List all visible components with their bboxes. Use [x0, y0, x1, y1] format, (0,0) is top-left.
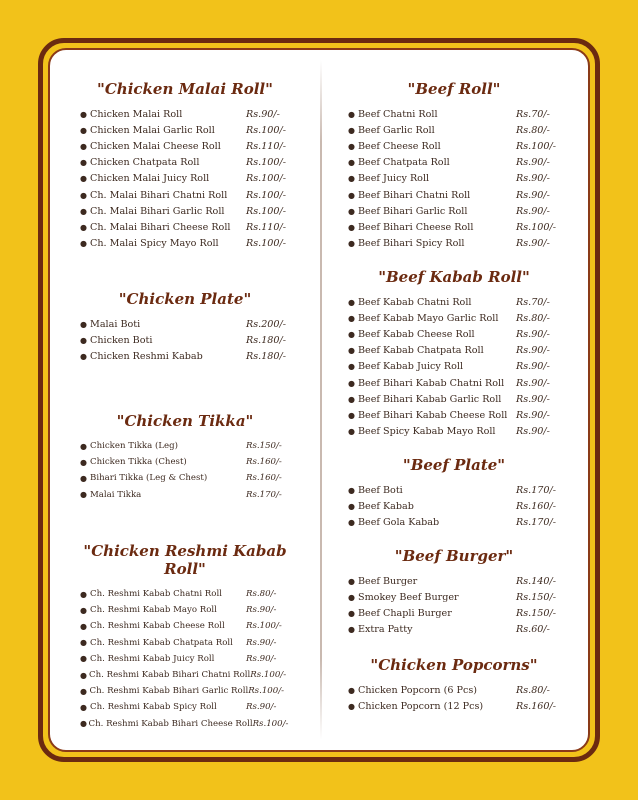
section-title: "Beef Kabab Roll": [378, 268, 530, 286]
item-name: Beef Gola Kabab: [358, 516, 440, 528]
menu-item: [80, 454, 290, 470]
item-price: Rs.150/-: [516, 607, 556, 619]
bullet-icon: ●: [80, 190, 87, 200]
bullet-icon: ●: [348, 141, 355, 151]
bullet-icon: ●: [80, 654, 87, 664]
menu-item: [348, 359, 560, 375]
menu-item: [348, 498, 560, 514]
menu-item: [348, 682, 560, 698]
item-price: Rs.90/-: [246, 653, 277, 664]
section-title: "Chicken Tikka": [116, 412, 254, 430]
bullet-icon: ●: [348, 190, 355, 200]
menu-item: [348, 391, 560, 407]
bullet-icon: ●: [80, 158, 87, 168]
menu-section: [348, 80, 560, 252]
menu-section: [80, 542, 290, 732]
item-name: Beef Bihari Garlic Roll: [358, 205, 468, 217]
item-price: Rs.70/-: [516, 296, 550, 308]
bullet-icon: ●: [348, 206, 355, 216]
bullet-icon: ●: [80, 141, 87, 151]
section-title: "Chicken Popcorns": [370, 656, 538, 674]
menu-item: [80, 171, 290, 187]
item-name: Beef Bihari Kabab Cheese Roll: [358, 409, 508, 421]
bullet-icon: ●: [348, 427, 355, 437]
item-name: Beef Spicy Kabab Mayo Roll: [358, 426, 496, 438]
menu-section: [80, 80, 290, 252]
bullet-icon: ●: [348, 625, 355, 635]
item-price: Rs.90/-: [516, 426, 550, 438]
item-price: Rs.80/-: [516, 684, 550, 696]
menu-item: [80, 602, 290, 618]
menu-item: [348, 698, 560, 714]
item-price: Rs.100/-: [246, 173, 286, 185]
menu-item: [348, 138, 560, 154]
menu-item: [80, 618, 290, 634]
menu-item: [80, 219, 290, 235]
menu-item: [80, 187, 290, 203]
item-price: Rs.90/-: [516, 173, 550, 185]
item-price: Rs.100/-: [246, 238, 286, 250]
menu-section: [348, 656, 560, 714]
item-name: Ch. Malai Bihari Cheese Roll: [90, 221, 231, 233]
menu-item: [80, 122, 290, 138]
menu-section: [348, 456, 560, 531]
bullet-icon: ●: [348, 346, 355, 356]
item-name: Ch. Malai Spicy Mayo Roll: [90, 238, 219, 250]
menu-item: [348, 573, 560, 589]
item-price: Rs.90/-: [246, 702, 277, 713]
item-name: Ch. Reshmi Kabab Chatpata Roll: [90, 637, 233, 648]
bullet-icon: ●: [348, 592, 355, 602]
menu-item: [348, 343, 560, 359]
bullet-icon: ●: [348, 485, 355, 495]
item-name: Beef Chapli Burger: [358, 607, 452, 619]
section-title: "Chicken Reshmi Kabab Roll": [83, 542, 287, 578]
menu-item: [348, 424, 560, 440]
bullet-icon: ●: [80, 222, 87, 232]
item-price: Rs.150/-: [516, 591, 556, 603]
item-price: Rs.160/-: [246, 473, 282, 484]
item-name: Beef Bihari Kabab Garlic Roll: [358, 393, 502, 405]
item-name: Chicken Chatpata Roll: [90, 157, 200, 169]
item-price: Rs.70/-: [516, 108, 550, 120]
menu-item: [80, 699, 290, 715]
item-name: Malai Tikka: [90, 489, 142, 500]
item-price: Rs.100/-: [252, 718, 289, 729]
menu-item: [80, 332, 290, 348]
item-name: Chicken Malai Cheese Roll: [90, 140, 221, 152]
bullet-icon: ●: [80, 605, 87, 615]
menu-item: [80, 106, 290, 122]
menu-item: [348, 203, 560, 219]
item-name: Beef Kabab Cheese Roll: [358, 328, 475, 340]
item-name: Beef Bihari Spicy Roll: [358, 238, 465, 250]
item-name: Chicken Tikka (Chest): [90, 457, 187, 468]
menu-item: [348, 589, 560, 605]
bullet-icon: ●: [80, 457, 87, 467]
item-price: Rs.170/-: [516, 516, 556, 528]
menu-item: [80, 716, 290, 732]
item-price: Rs.100/-: [516, 221, 556, 233]
item-name: Beef Garlic Roll: [358, 124, 435, 136]
section-title: "Chicken Malai Roll": [97, 80, 273, 98]
menu-item: [348, 106, 560, 122]
bullet-icon: ●: [348, 329, 355, 339]
item-name: Beef Bihari Kabab Chatni Roll: [358, 377, 505, 389]
menu-item: [348, 622, 560, 638]
section-title: "Beef Burger": [394, 547, 514, 565]
menu-item: [348, 407, 560, 423]
item-name: Ch. Malai Bihari Chatni Roll: [90, 189, 228, 201]
item-price: Rs.160/-: [516, 700, 556, 712]
menu-item: [348, 236, 560, 252]
menu-section: [348, 547, 560, 638]
item-price: Rs.100/-: [516, 140, 556, 152]
item-price: Rs.90/-: [516, 409, 550, 421]
item-name: Chicken Malai Juicy Roll: [90, 173, 210, 185]
menu-item: [80, 586, 290, 602]
bullet-icon: ●: [80, 702, 87, 712]
bullet-icon: ●: [348, 125, 355, 135]
item-name: Ch. Malai Bihari Garlic Roll: [90, 205, 225, 217]
menu-item: [80, 236, 290, 252]
menu-item: [80, 316, 290, 332]
menu-section: [80, 290, 290, 365]
item-price: Rs.80/-: [516, 124, 550, 136]
bullet-icon: ●: [80, 686, 87, 696]
item-price: Rs.110/-: [246, 140, 286, 152]
item-name: Extra Patty: [358, 624, 413, 636]
item-price: Rs.90/-: [516, 345, 550, 357]
item-price: Rs.170/-: [246, 489, 282, 500]
item-name: Chicken Boti: [90, 334, 153, 346]
bullet-icon: ●: [348, 362, 355, 372]
menu-item: [348, 122, 560, 138]
bullet-icon: ●: [80, 351, 87, 361]
menu-item: [80, 203, 290, 219]
item-name: Bihari Tikka (Leg & Chest): [90, 473, 208, 484]
item-name: Beef Kabab Juicy Roll: [358, 361, 464, 373]
item-price: Rs.60/-: [516, 624, 550, 636]
item-price: Rs.170/-: [516, 484, 556, 496]
bullet-icon: ●: [80, 125, 87, 135]
item-price: Rs.100/-: [248, 686, 285, 697]
item-name: Ch. Reshmi Kabab Chatni Roll: [90, 589, 222, 600]
item-name: Beef Bihari Cheese Roll: [358, 221, 474, 233]
item-name: Beef Burger: [358, 575, 418, 587]
bullet-icon: ●: [80, 319, 87, 329]
menu-item: [80, 470, 290, 486]
menu-section: [80, 412, 290, 503]
bullet-icon: ●: [80, 621, 87, 631]
bullet-icon: ●: [348, 239, 355, 249]
bullet-icon: ●: [348, 158, 355, 168]
menu-item: [348, 310, 560, 326]
item-name: Ch. Reshmi Kabab Bihari Garlic Roll: [89, 686, 249, 697]
bullet-icon: ●: [80, 174, 87, 184]
item-price: Rs.150/-: [246, 441, 282, 452]
menu-item: [348, 326, 560, 342]
item-name: Beef Chatpata Roll: [358, 157, 450, 169]
menu-section: [348, 268, 560, 440]
menu-item: [348, 482, 560, 498]
bullet-icon: ●: [80, 719, 87, 729]
bullet-icon: ●: [348, 608, 355, 618]
item-price: Rs.80/-: [246, 589, 277, 600]
menu-item: [348, 155, 560, 171]
menu-item: [80, 155, 290, 171]
item-name: Beef Cheese Roll: [358, 140, 441, 152]
bullet-icon: ●: [348, 576, 355, 586]
menu-item: [80, 683, 290, 699]
bullet-icon: ●: [80, 473, 87, 483]
item-name: Chicken Malai Roll: [90, 108, 183, 120]
item-price: Rs.100/-: [246, 124, 286, 136]
item-price: Rs.180/-: [246, 334, 286, 346]
item-price: Rs.100/-: [246, 621, 282, 632]
item-price: Rs.90/-: [246, 637, 277, 648]
item-price: Rs.90/-: [246, 108, 280, 120]
item-name: Ch. Reshmi Kabab Bihari Chatni Roll: [89, 670, 251, 681]
bullet-icon: ●: [80, 109, 87, 119]
item-name: Chicken Popcorn (12 Pcs): [358, 700, 484, 712]
item-name: Smokey Beef Burger: [358, 591, 459, 603]
item-name: Beef Chatni Roll: [358, 108, 438, 120]
item-price: Rs.100/-: [250, 670, 287, 681]
item-price: Rs.90/-: [516, 328, 550, 340]
item-price: Rs.180/-: [246, 350, 286, 362]
bullet-icon: ●: [348, 222, 355, 232]
menu-item: [80, 487, 290, 503]
item-name: Ch. Reshmi Kabab Cheese Roll: [90, 621, 225, 632]
bullet-icon: ●: [348, 685, 355, 695]
menu-item: [348, 605, 560, 621]
item-price: Rs.160/-: [516, 500, 556, 512]
bullet-icon: ●: [80, 638, 87, 648]
item-price: Rs.90/-: [516, 377, 550, 389]
item-name: Malai Boti: [90, 318, 141, 330]
bullet-icon: ●: [80, 441, 87, 451]
bullet-icon: ●: [348, 410, 355, 420]
item-price: Rs.140/-: [516, 575, 556, 587]
item-price: Rs.90/-: [246, 605, 277, 616]
bullet-icon: ●: [80, 206, 87, 216]
item-name: Ch. Reshmi Kabab Juicy Roll: [90, 653, 215, 664]
bullet-icon: ●: [348, 701, 355, 711]
bullet-icon: ●: [348, 174, 355, 184]
item-name: Beef Kabab Chatpata Roll: [358, 345, 484, 357]
item-price: Rs.100/-: [246, 157, 286, 169]
item-name: Chicken Popcorn (6 Pcs): [358, 684, 478, 696]
item-price: Rs.90/-: [516, 205, 550, 217]
item-name: Chicken Malai Garlic Roll: [90, 124, 215, 136]
item-name: Beef Kabab: [358, 500, 414, 512]
item-price: Rs.160/-: [246, 457, 282, 468]
item-price: Rs.110/-: [246, 221, 286, 233]
item-price: Rs.90/-: [516, 189, 550, 201]
bullet-icon: ●: [80, 490, 87, 500]
item-name: Beef Kabab Chatni Roll: [358, 296, 472, 308]
menu-item: [348, 187, 560, 203]
bullet-icon: ●: [80, 589, 87, 599]
item-price: Rs.90/-: [516, 393, 550, 405]
bullet-icon: ●: [80, 670, 87, 680]
item-name: Beef Bihari Chatni Roll: [358, 189, 471, 201]
menu-item: [80, 138, 290, 154]
menu-item: [80, 635, 290, 651]
menu-item: [348, 294, 560, 310]
bullet-icon: ●: [348, 297, 355, 307]
section-title: "Beef Roll": [407, 80, 501, 98]
section-title: "Beef Plate": [402, 456, 506, 474]
bullet-icon: ●: [80, 335, 87, 345]
item-name: Beef Juicy Roll: [358, 173, 430, 185]
menu-item: [348, 171, 560, 187]
bullet-icon: ●: [348, 109, 355, 119]
menu-item: [80, 667, 290, 683]
menu-item: [348, 219, 560, 235]
bullet-icon: ●: [80, 239, 87, 249]
item-name: Ch. Reshmi Kabab Spicy Roll: [90, 702, 217, 713]
item-price: Rs.90/-: [516, 238, 550, 250]
menu-item: [80, 651, 290, 667]
item-price: Rs.90/-: [516, 361, 550, 373]
item-name: Chicken Tikka (Leg): [90, 441, 178, 452]
bullet-icon: ●: [348, 378, 355, 388]
bullet-icon: ●: [348, 394, 355, 404]
item-name: Chicken Reshmi Kabab: [90, 350, 203, 362]
menu-item: [80, 348, 290, 364]
item-price: Rs.80/-: [516, 312, 550, 324]
menu-item: [348, 514, 560, 530]
item-price: Rs.90/-: [516, 157, 550, 169]
column-divider: [320, 60, 322, 740]
item-price: Rs.100/-: [246, 205, 286, 217]
section-title: "Chicken Plate": [118, 290, 252, 308]
item-price: Rs.200/-: [246, 318, 286, 330]
bullet-icon: ●: [348, 501, 355, 511]
item-price: Rs.100/-: [246, 189, 286, 201]
item-name: Ch. Reshmi Kabab Bihari Cheese Roll: [88, 718, 253, 729]
item-name: Ch. Reshmi Kabab Mayo Roll: [90, 605, 217, 616]
item-name: Beef Kabab Mayo Garlic Roll: [358, 312, 499, 324]
menu-item: [348, 375, 560, 391]
item-name: Beef Boti: [358, 484, 403, 496]
menu-item: [80, 438, 290, 454]
bullet-icon: ●: [348, 313, 355, 323]
bullet-icon: ●: [348, 517, 355, 527]
